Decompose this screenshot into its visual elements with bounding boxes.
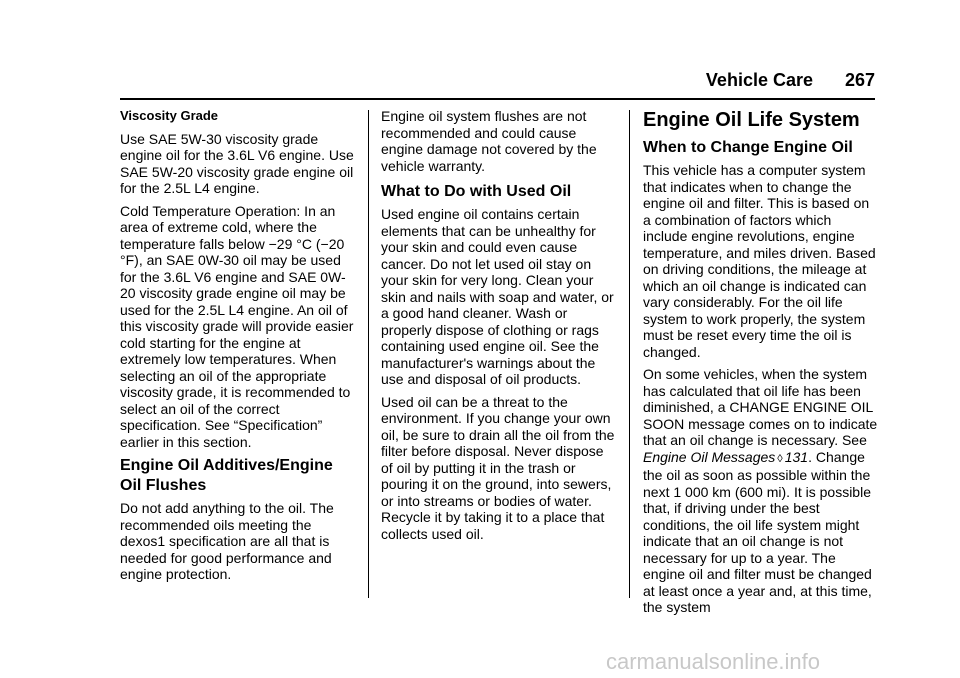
section-title: Vehicle Care	[705, 70, 813, 90]
column-3	[643, 108, 878, 622]
page-header	[120, 70, 875, 94]
viscosity-grade-label: Viscosity Grade	[120, 108, 219, 123]
cold-temperature-paragraph: Cold Temperature Operation: In an area of extreme cold, where the temperature falls below −29 °C (−20 °F), an SAE 0W-30 oil may be used for the 3.6L V6 engine and SAE 0W-20 viscosity grade engine oil may be used for the 2.5L L4 engine. An oil of this viscosity grade will provide easier cold starting for the engine at extremely low temperatures. When selecting an oil of the appropriate viscosity grade, it is recommended to select an oil of the correct specification. See “Specification” earlier in this section.	[120, 202, 354, 450]
oil-life-text-after: . Change the oil as soon as possible within the next 1 000 km (600 mi). It is possible that, if driving under the best conditions, the oil life system might indicate that an oil change is not necessary for up to a year. The engine oil and filter must be changed at least once a year and, at this time, the system	[643, 448, 872, 615]
viscosity-paragraph: Use SAE 5W-30 viscosity grade engine oil for the 3.6L V6 engine. Use SAE 5W-20 viscosity grade engine oil for the 2.5L L4 engine.	[120, 130, 354, 196]
used-oil-paragraph-2: Used oil can be a threat to the environment. If you change your own oil, be sure to drain all the oil from the filter before disposal. Never dispose of oil by putting it in the trash or pouring it on the ground, into sewers, or into streams or bodies of water. Recycle it by taking it to a place that collects used oil.	[381, 393, 615, 542]
column-1	[120, 108, 356, 589]
page-reference-number[interactable]: 131	[784, 448, 809, 465]
oil-life-paragraph-1: This vehicle has a computer system that indicates when to change the engine oil and filter. This is based on a combination of factors which include engine revolutions, engine temperature, and miles driven. Based on driving conditions, the mileage at which an oil change is indicated can vary considerably. For the oil life system to work properly, the system must be reset every time the oil is changed.	[643, 162, 876, 360]
oil-life-text-before: On some vehicles, when the system has calculated that oil life has been diminished, a CHANGE ENGINE OIL SOON message comes on to indicate that an oil change is necessary. See	[643, 366, 878, 448]
oil-life-system-title: Engine Oil Life System	[643, 109, 860, 131]
when-to-change-heading: When to Change Engine Oil	[643, 139, 853, 156]
page-number: 267	[844, 70, 875, 90]
additives-paragraph: Do not add anything to the oil. The recommended oils meeting the dexos1 specification are all that is needed for good performance and engine protection.	[120, 500, 334, 582]
watermark: carmanualsonline.info	[606, 649, 821, 674]
used-oil-heading: What to Do with Used Oil	[381, 183, 572, 200]
oil-life-paragraph-2	[643, 366, 878, 616]
column-divider-2	[629, 110, 630, 598]
column-divider-1	[368, 110, 369, 598]
flushes-paragraph: Engine oil system flushes are not recommended and could cause engine damage not covered by the vehicle warranty.	[381, 108, 597, 174]
used-oil-paragraph-1: Used engine oil contains certain elements that can be unhealthy for your skin and could even cause cancer. Do not let used oil stay on your skin for very long. Clean your skin and nails with soap and water, or a good hand cleaner. Wash or properly dispose of clothing or rags containing used engine oil. See the manufacturer's warnings about the use and disposal of oil products.	[381, 206, 614, 387]
page-reference-icon: ◊	[777, 452, 783, 465]
column-2	[381, 108, 617, 548]
header-rule	[120, 98, 875, 100]
engine-oil-messages-link[interactable]: Engine Oil Messages	[643, 448, 776, 465]
additives-heading: Engine Oil Additives/Engine Oil Flushes	[120, 457, 333, 494]
